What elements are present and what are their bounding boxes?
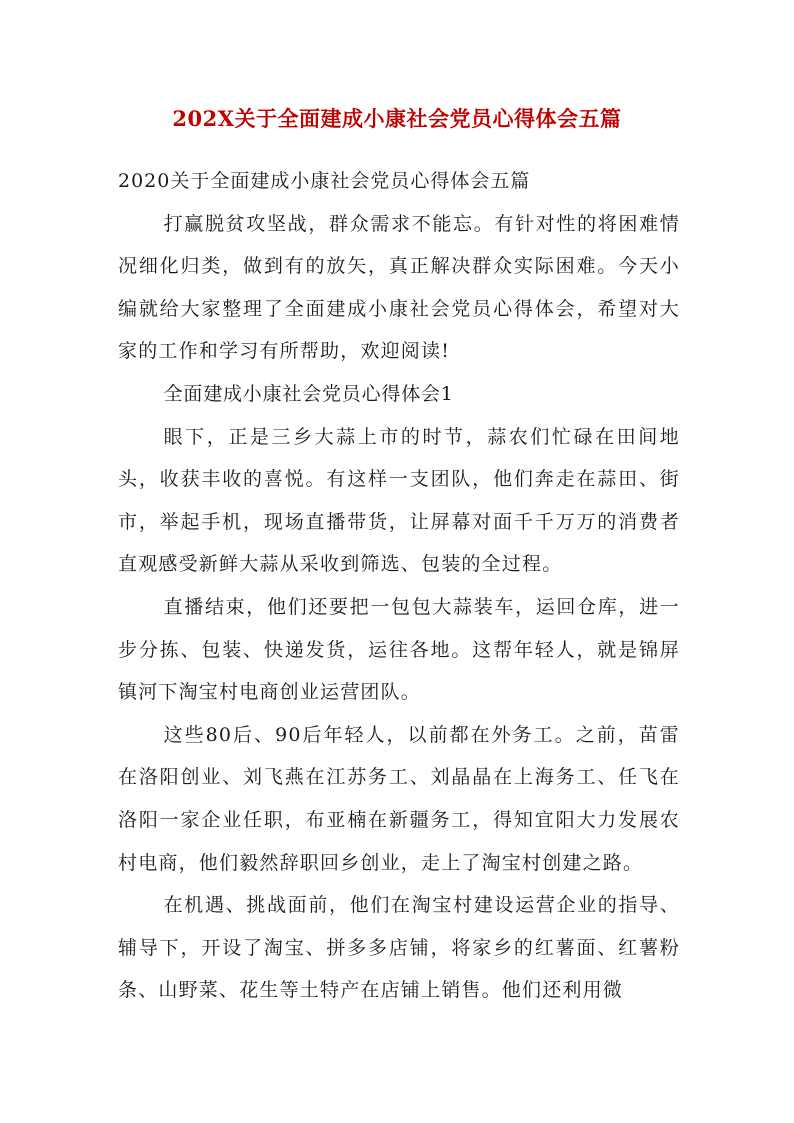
- section-heading: 全面建成小康社会党员心得体会1: [163, 382, 454, 405]
- intro-paragraph: 打赢脱贫攻坚战，群众需求不能忘。有针对性的将困难情况细化归类，做到有的放矢，真正解决群众实际困难。今天小编就给大家整理了全面建成小康社会党员心得体会，希望对大家的工作和学习有所帮助，欢迎阅读!: [118, 212, 680, 363]
- body-paragraph: 直播结束，他们还要把一包包大蒜装车，运回仓库，进一步分拣、包装、快递发货，运往各地。这帮年轻人，就是锦屏镇河下淘宝村电商创业运营团队。: [118, 595, 680, 704]
- body-paragraph: 这些80后、90后年轻人，以前都在外务工。之前，苗雷在洛阳创业、刘飞燕在江苏务工、刘晶晶在上海务工、任飞在洛阳一家企业任职，布亚楠在新疆务工，得知宜阳大力发展农村电商，他们毅然辞职回乡创业，走上了淘宝村创建之路。: [118, 723, 680, 874]
- document-subtitle: 2020关于全面建成小康社会党员心得体会五篇: [118, 170, 531, 192]
- body-paragraph: 眼下，正是三乡大蒜上市的时节，蒜农们忙碌在田间地头，收获丰收的喜悦。有这样一支团队，他们奔走在蒜田、街市，举起手机，现场直播带货，让屏幕对面千千万万的消费者直观感受新鲜大蒜从采收到筛选、包装的全过程。: [118, 425, 680, 576]
- document-title: 202X关于全面建成小康社会党员心得体会五篇: [172, 106, 622, 131]
- document-body: [118, 160, 680, 1012]
- body-paragraph: 在机遇、挑战面前，他们在淘宝村建设运营企业的指导、辅导下，开设了淘宝、拼多多店铺，将家乡的红薯面、红薯粉条、山野菜、花生等土特产在店铺上销售。他们还利用微: [118, 894, 680, 1002]
